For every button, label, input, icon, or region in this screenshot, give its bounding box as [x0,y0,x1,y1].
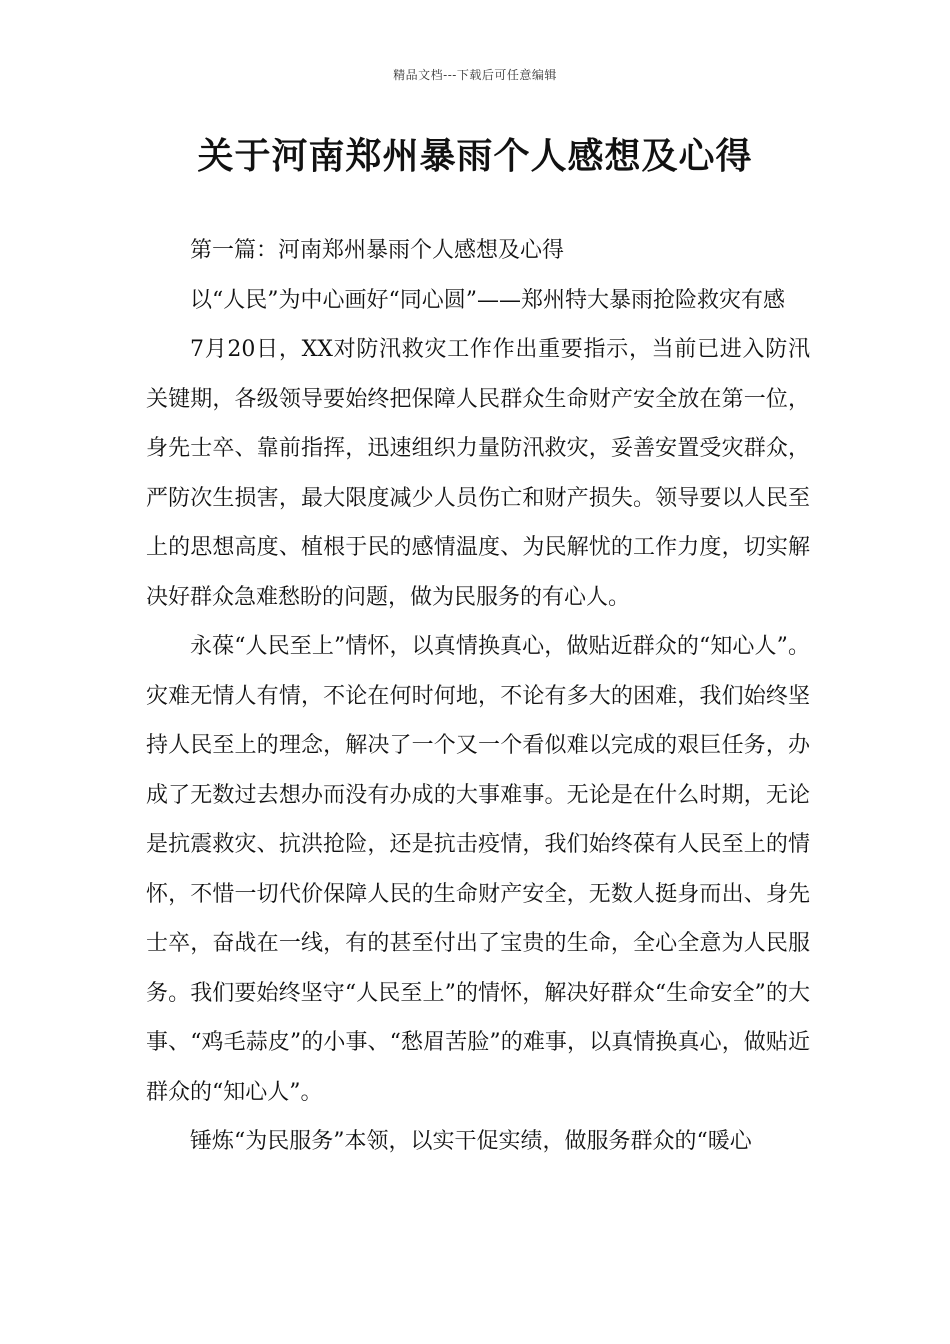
page-header: 精品文档---下载后可任意编辑 [393,68,557,82]
paragraph-1: 第一篇：河南郑州暴雨个人感想及心得 [190,238,565,263]
paragraph-5: 锤炼“为民服务”本领，以实干促实绩，做服务群众的“暖心 [190,1129,752,1154]
paragraph-3: 7月20日，XX对防汛救灾工作作出重要指示，当前已进入防汛关键期，各级领导要始终把保障人民群众生命财产安全放在第一位，身先士卒、靠前指挥，迅速组织力量防汛救灾，妥善安置受灾群众，严防次生损害，最大限度减少人员伤亡和财产损失。领导要以人民至上的思想高度、植根于民的感情温度、为民解忧的工作力度，切实解决好群众急难愁盼的问题，做为民服务的有心人。 [146,337,810,610]
paragraph-2: 以“人民”为中心画好“同心圆”——郑州特大暴雨抢险救灾有感 [190,287,785,313]
document-title: 关于河南郑州暴雨个人感想及心得 [197,136,753,177]
document-body [146,226,810,1167]
paragraph-4: 永葆“人民至上”情怀，以真情换真心，做贴近群众的“知心人”。灾难无情人有情，不论在何时何地，不论有多大的困难，我们始终坚持人民至上的理念，解决了一个又一个看似难以完成的艰巨任务，办成了无数过去想办而没有办成的大事难事。无论是在什么时期，无论是抗震救灾、抗洪抢险，还是抗击疫情，我们始终葆有人民至上的情怀，不惜一切代价保障人民的生命财产安全，无数人挺身而出、身先士卒，奋战在一线，有的甚至付出了宝贵的生命，全心全意为人民服务。我们要始终坚守“人民至上”的情怀，解决好群众“生命安全”的大事、“鸡毛蒜皮”的小事、“愁眉苦脸”的难事，以真情换真心，做贴近群众的“知心人”。 [146,634,810,1105]
